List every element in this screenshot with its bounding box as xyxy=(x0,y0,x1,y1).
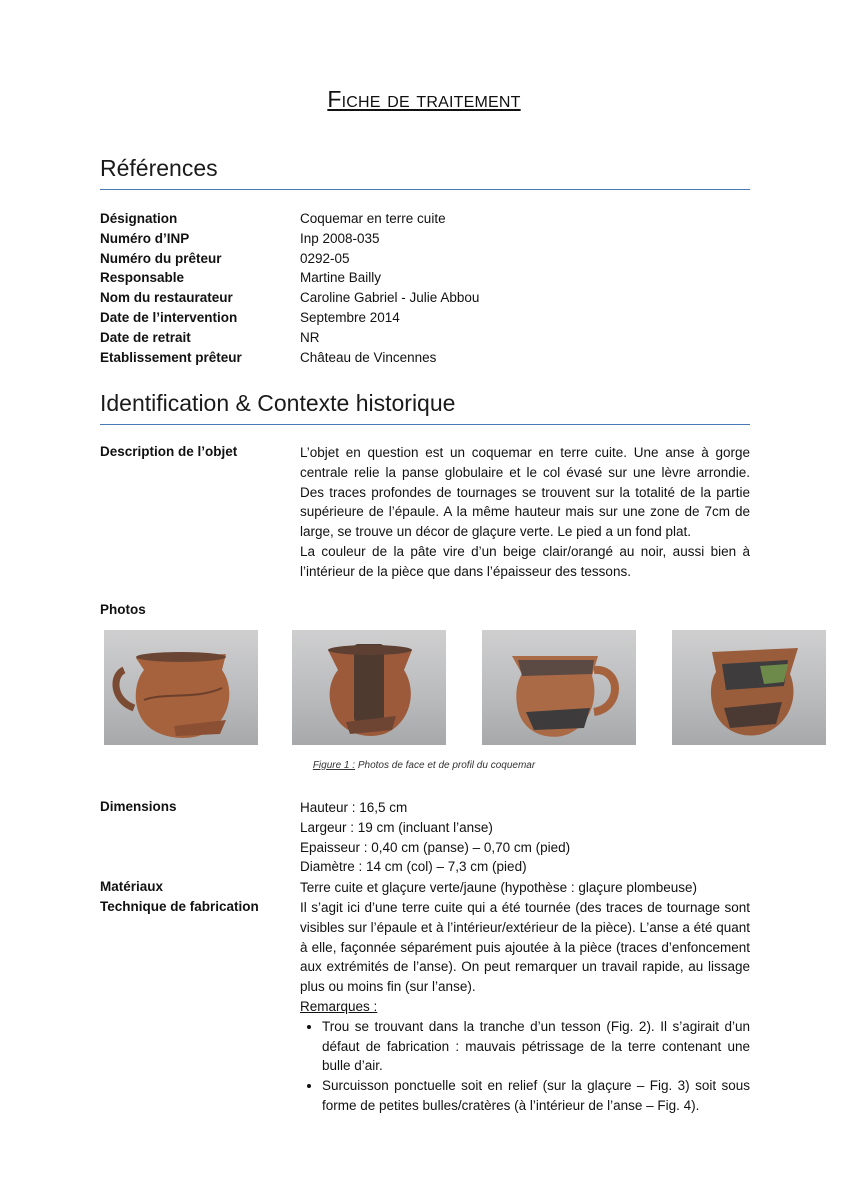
technique-text: Il s’agit ici d’une terre cuite qui a été tournée (des traces de tournage sont visibles sur l’épaule et à l’intérieur/extérieur de la pièce). L’anse a été quant à elle, façonnée séparément puis ajoutée à la pièce (traces d’enfoncement aux extrémités de l’anse). On peut remarquer un travail rapide, au lissage plus ou moins fin (sur l’anse). xyxy=(300,900,750,995)
references-table xyxy=(100,209,750,367)
dimension-line: Epaisseur : 0,40 cm (panse) – 0,70 cm (pied) xyxy=(300,839,571,855)
ref-value: Septembre 2014 xyxy=(300,309,400,325)
caption-prefix: Figure 1 : xyxy=(312,760,356,771)
description-paragraph: La couleur de la pâte vire d’un beige clair/orangé au noir, aussi bien à l’intérieur de la pièce que dans l’épaisseur des tessons. xyxy=(300,543,750,579)
list-item: • Surcuisson ponctuelle soit en relief (sur la glaçure – Fig. 3) soit sous forme de petites bulles/cratères (à l’intérieur de l’anse – Fig. 4). xyxy=(322,1076,750,1116)
ref-value: Caroline Gabriel - Julie Abbou xyxy=(300,290,480,306)
ref-label: Numéro d’INP xyxy=(100,230,190,246)
materials-label: Matériaux xyxy=(100,879,164,894)
ref-value: Château de Vincennes xyxy=(300,349,437,365)
ref-label: Nom du restaurateur xyxy=(100,290,233,306)
photo-side xyxy=(482,630,636,745)
coquemar-photo-illustration xyxy=(104,630,258,745)
photo-interior xyxy=(672,630,826,745)
caption-text: Photos de face et de profil du coquemar xyxy=(355,760,536,771)
dimension-line: Largeur : 19 cm (incluant l’anse) xyxy=(300,819,493,835)
ref-value: NR xyxy=(300,329,320,345)
ref-value: Coquemar en terre cuite xyxy=(300,211,446,226)
coquemar-photo-illustration xyxy=(672,630,826,745)
technique-block xyxy=(300,898,750,1116)
list-item: • Trou se trouvant dans la tranche d’un tesson (Fig. 2). Il s’agirait d’un défaut de fabrication : mauvais pétrissage de la terre contenant une bulle d’air. xyxy=(322,1017,750,1076)
ref-label: Date de retrait xyxy=(100,329,191,345)
coquemar-photo-illustration xyxy=(482,630,636,745)
coquemar-photo-illustration xyxy=(292,630,446,745)
dimensions-list xyxy=(300,798,750,877)
figure-caption xyxy=(0,760,848,771)
description-label: Description de l’objet xyxy=(100,444,238,459)
photos-label: Photos xyxy=(100,602,146,617)
references-heading: Références xyxy=(100,155,750,190)
description-text xyxy=(300,443,750,582)
remarks-title: Remarques : xyxy=(300,998,378,1014)
remarks-list xyxy=(300,1017,750,1116)
description-paragraph: L’objet en question est un coquemar en terre cuite. Une anse à gorge centrale relie la panse globulaire et le col évasé sur une lèvre arrondie. Des traces profondes de tournages se trouvent sur la totalité de la partie supérieure de l’épaule. A la même hauteur mais sur une zone de 7cm de large, se trouve un décor de glaçure verte. Le pied a un fond plat. xyxy=(300,445,750,540)
dimension-line: Hauteur : 16,5 cm xyxy=(300,800,408,815)
technique-label: Technique de fabrication xyxy=(100,899,259,914)
photo-profile-handle xyxy=(292,630,446,745)
ref-label: Etablissement prêteur xyxy=(100,349,242,365)
identification-heading: Identification & Contexte historique xyxy=(100,390,750,425)
ref-label: Désignation xyxy=(100,211,178,226)
dimensions-label: Dimensions xyxy=(100,799,177,814)
document-title: Fiche de traitement xyxy=(327,86,521,112)
ref-label: Numéro du prêteur xyxy=(100,250,222,266)
photo-front xyxy=(104,630,258,745)
ref-value: Martine Bailly xyxy=(300,270,382,286)
ref-value: 0292-05 xyxy=(300,250,350,266)
ref-label: Responsable xyxy=(100,270,185,286)
materials-text: Terre cuite et glaçure verte/jaune (hypothèse : glaçure plombeuse) xyxy=(300,880,697,895)
dimension-line: Diamètre : 14 cm (col) – 7,3 cm (pied) xyxy=(300,859,527,875)
ref-value: Inp 2008-035 xyxy=(300,230,380,246)
ref-label: Date de l’intervention xyxy=(100,309,238,325)
